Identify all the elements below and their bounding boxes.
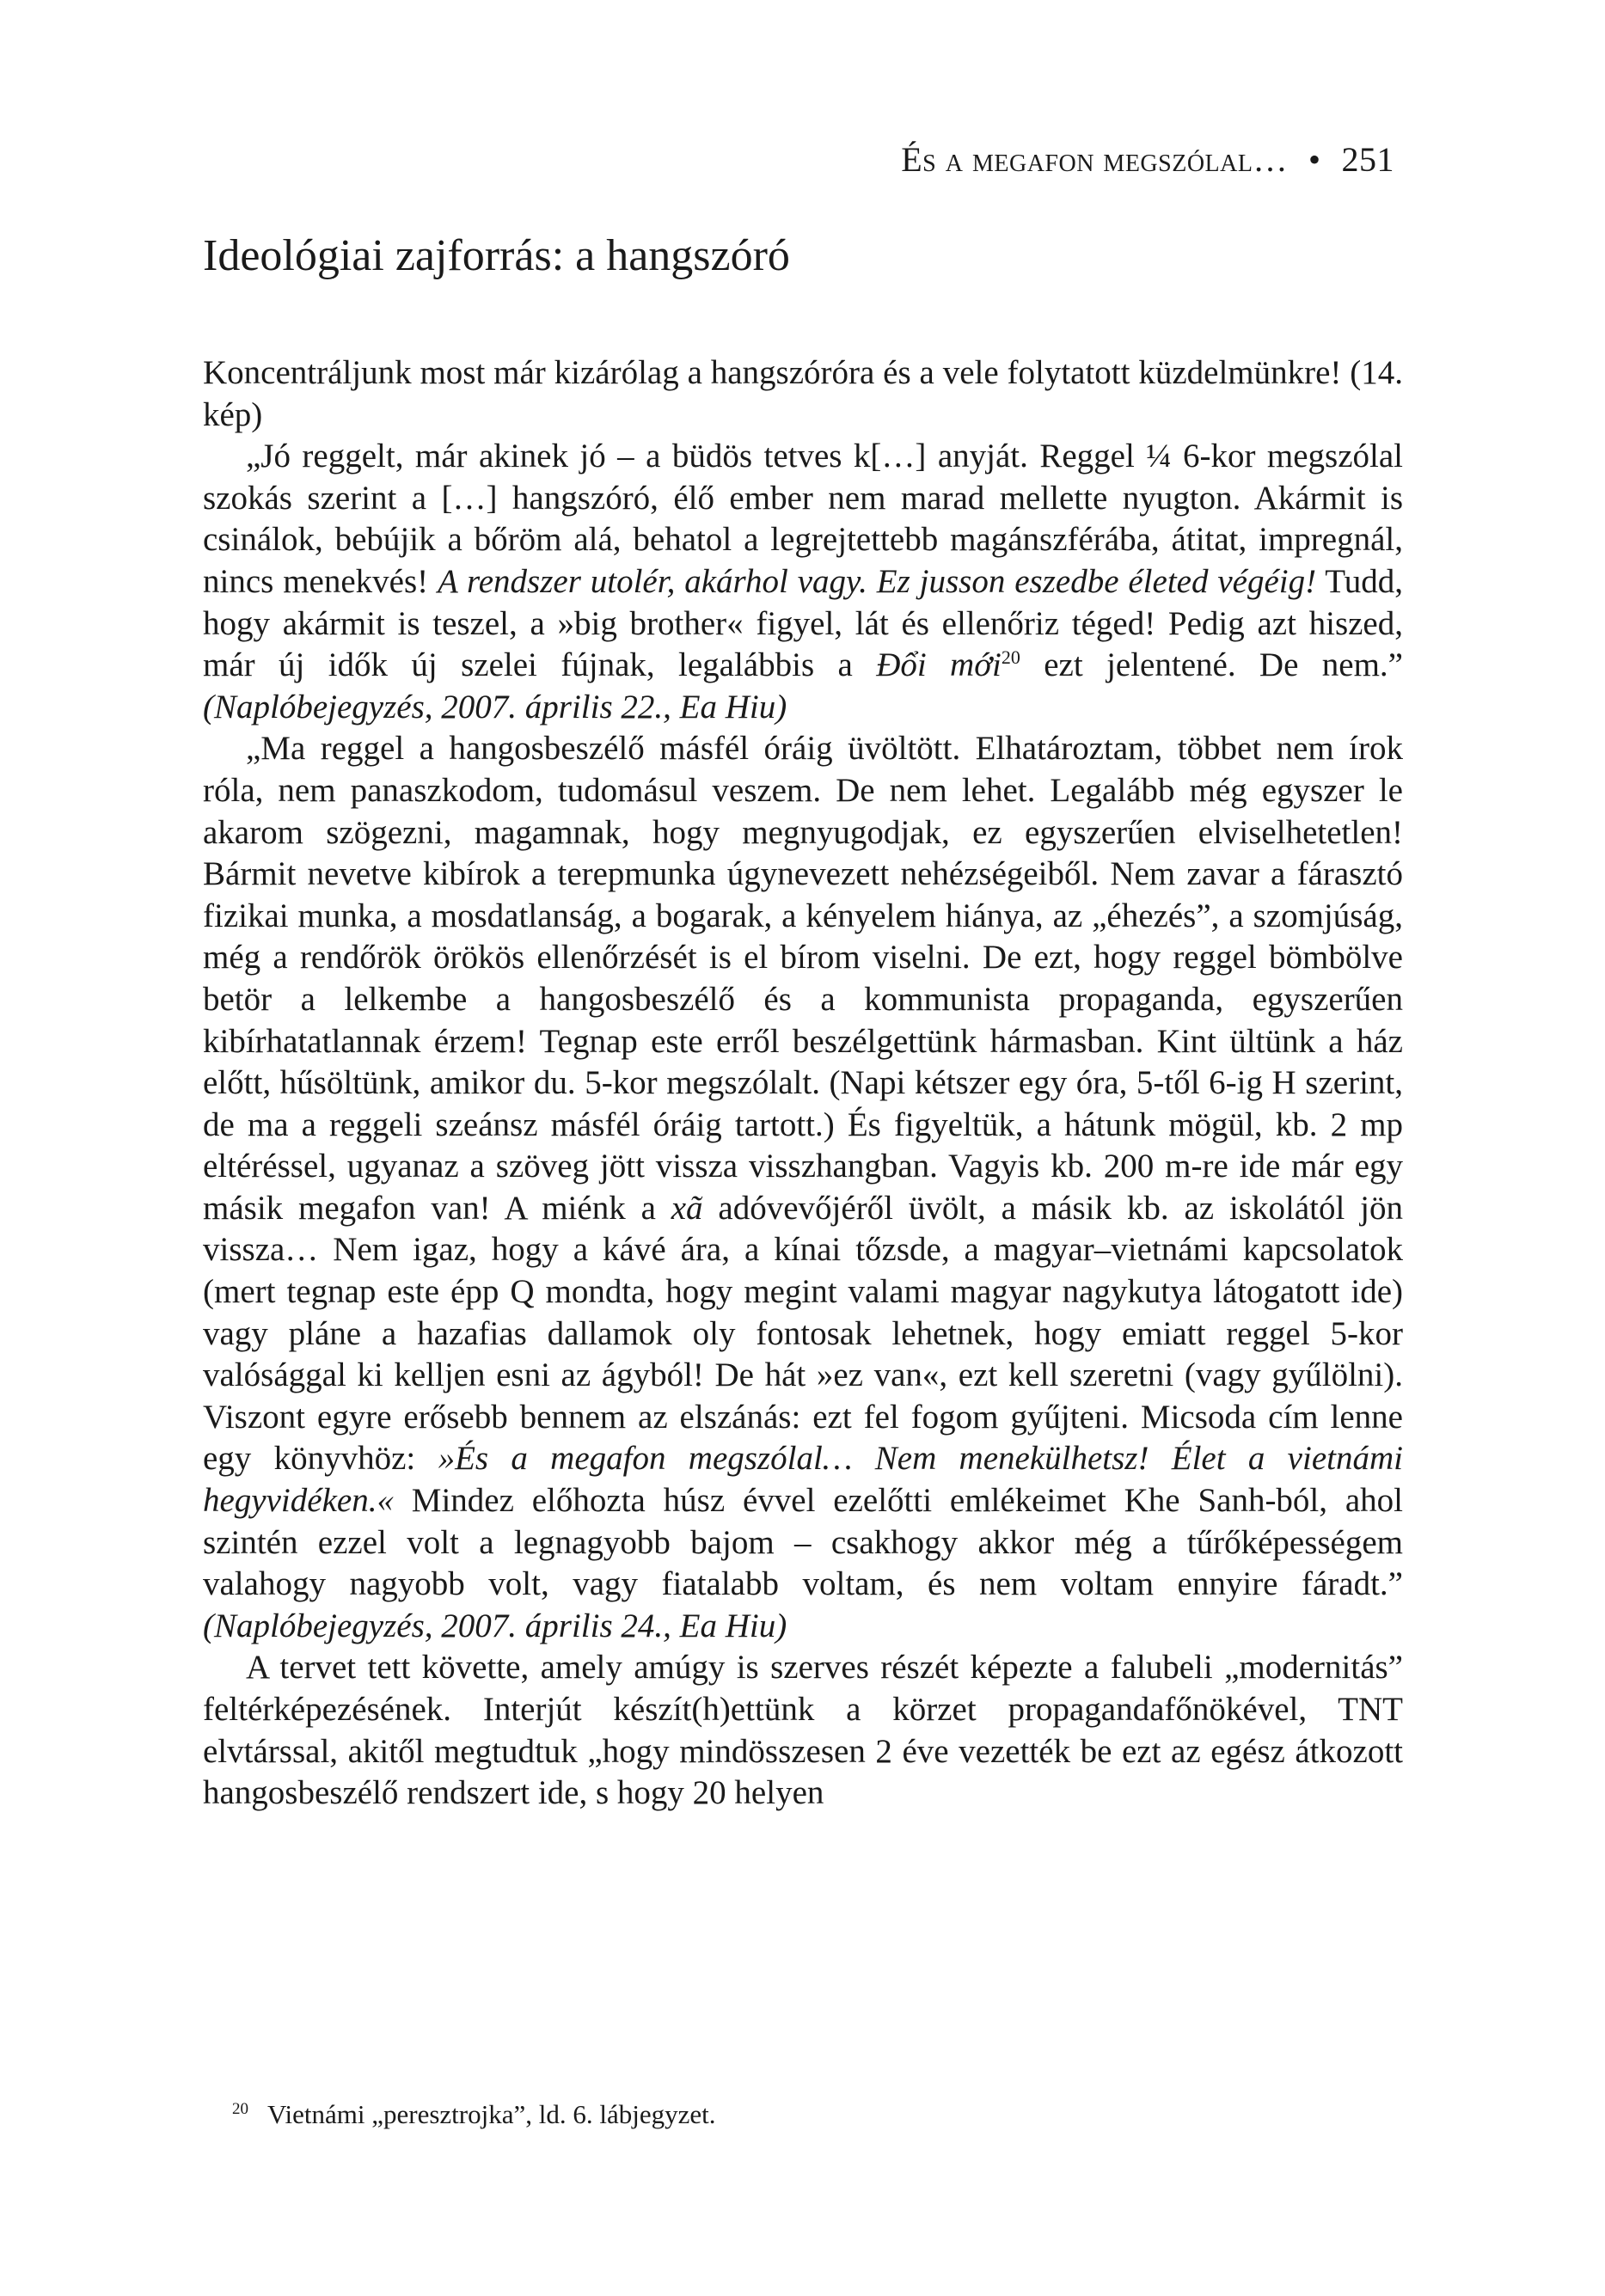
text-run: ezt jelentené. De nem.” [1020,646,1403,684]
running-head [901,139,1394,180]
section-title: Ideológiai zajforrás: a hangszóró [203,231,790,280]
paragraph-interview: A tervet tett követte, amely amúgy is szerves részét képezte a falubeli „modernitás” feltérképezésének. Interjút készít(h)ettünk a körzet propagandafőnökével, TNT elvtárssal, akitől megtudtuk „hogy mindösszesen 2 éve vezették be ezt az egész átkozott hangosbeszélő rendszert ide, s hogy 20 helyen [203,1649,1403,1812]
bullet-separator: • [1308,140,1321,179]
italic-term: Đổi mới [876,646,1002,684]
italic-text: A rendszer utolér, akárhol vagy. Ez jusson eszedbe életed végéig! [438,562,1317,600]
italic-book-title: »És a megafon megszólal… Nem menekülhetsz! Élet a vietnámi hegyvidéken.« [203,1440,1403,1520]
footnote-reference[interactable]: 20 [1001,646,1020,669]
footnote-text: Vietnámi „peresztrojka”, ld. 6. lábjegyzet. [267,2099,716,2129]
diary-citation: (Naplóbejegyzés, 2007. április 24., Ea Hiu) [203,1607,787,1644]
paragraph-diary-entry-1 [203,436,1403,728]
text-run: Tudd, hogy akármit is teszel, a »big brother« figyel, lát és ellenőriz téged! Pedig azt hiszed, már új idők új szelei fújnak, legalábbis a [203,562,1403,684]
text-run: Mindez előhozta húsz évvel ezelőtti emlékeimet Khe Sanh-ból, ahol szintén ezzel volt a legnagyobb bajom – csakhogy akkor még a tűrőképességem valahogy nagyobb volt, vagy fiatalabb voltam, és nem voltam ennyire fáradt.” [203,1482,1403,1603]
footnote [232,2099,715,2130]
running-title: És a megafon megszólal… [901,140,1288,179]
italic-term: xã [671,1189,703,1227]
diary-citation: (Naplóbejegyzés, 2007. április 22., Ea Hiu) [203,688,787,726]
paragraph-intro: Koncentráljunk most már kizárólag a hangszóróra és a vele folytatott küzdelmünkre! (14. kép) [203,354,1403,433]
paragraph-diary-entry-2 [203,728,1403,1647]
text-run: „Jó reggelt, már akinek jó – a büdös tetves k[…] anyját. Reggel ¼ 6-kor megszólal szokás szerint a […] hangszóró, élő ember nem marad mellette nyugton. Akármit is csinálok, bebújik a bőröm alá, behatol a legrejtettebb magánszférába, átitat, impregnál, nincs menekvés! [203,438,1403,600]
footnote-number: 20 [232,2099,248,2118]
text-run: „Ma reggel a hangosbeszélő másfél óráig üvöltött. Elhatároztam, többet nem írok róla, nem panaszkodom, tudomásul veszem. De nem lehet. Legalább még egyszer le akarom szögezni, magamnak, hogy megnyugodjak, ez egyszerűen elviselhetetlen! Bármit nevetve kibírok a terepmunka úgynevezett nehézségeiből. Nem zavar a fárasztó fizikai munka, a mosdatlanság, a bogarak, a kényelem hiánya, az „éhezés”, a szomjúság, még a rendőrök örökös ellenőrzését is el bírom viselni. De ezt, hogy reggel bömbölve betör a lelkembe a hangosbeszélő és a kommunista propaganda, egyszerűen kibírhatatlannak érzem! Tegnap este erről beszélgettünk hármasban. Kint ültünk a ház előtt, hűsöltünk, amikor du. 5-kor megszólalt. (Napi kétszer egy óra, 5-től 6-ig H szerint, de ma a reggeli szeánsz másfél óráig tartott.) És figyeltük, a hátunk mögül, kb. 2 mp eltéréssel, ugyanaz a szöveg jött vissza visszhangban. Vagyis kb. 200 m-re ide már egy másik megafon van! A miénk a [203,730,1403,1227]
text-run: adóvevőjéről üvölt, a másik kb. az iskolától jön vissza… Nem igaz, hogy a kávé ára, a kínai tőzsde, a magyar–vietnámi kapcsolatok (mert tegnap este épp Q mondta, hogy megint valami magyar nagykutya látogatott ide) vagy pláne a hazafias dallamok oly fontosak lehetnek, hogy emiatt reggel 5-kor valósággal ki kelljen esni az ágyból! De hát »ez van«, ezt kell szeretni (vagy gyűlölni). Viszont egyre erősebb bennem az elszánás: ezt fel fogom gyűjteni. Micsoda cím lenne egy könyvhöz: [203,1189,1403,1478]
body-text [203,352,1403,1815]
page-number: 251 [1341,140,1394,179]
